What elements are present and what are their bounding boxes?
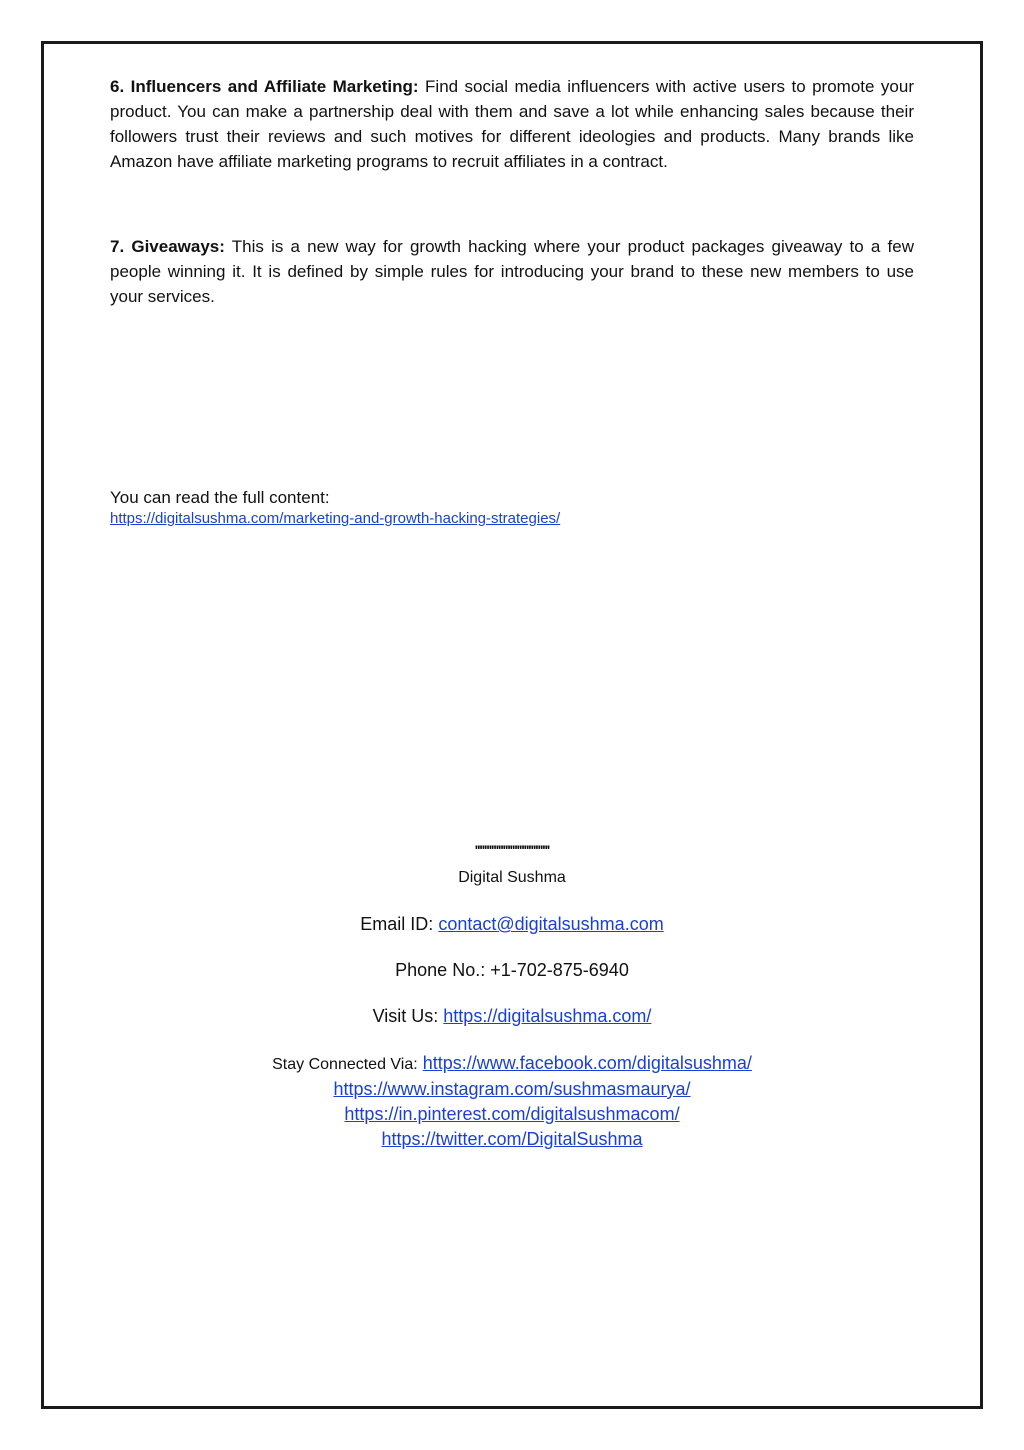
- email-link[interactable]: contact@digitalsushma.com: [438, 914, 664, 934]
- social-links: [0, 1051, 1024, 1152]
- brand-name: Digital Sushma: [458, 869, 566, 886]
- article-link[interactable]: https://digitalsushma.com/marketing-and-growth-hacking-strategies/: [110, 510, 561, 527]
- section-body: This is a new way for growth hacking where your product packages giveaway to a few people winning it. It is defined by simple rules for introducing your brand to these new members to use your services.: [110, 237, 914, 306]
- email-label: Email ID:: [360, 914, 434, 934]
- phone-number: +1-702-875-6940: [490, 960, 629, 980]
- phone-label: Phone No.:: [395, 960, 486, 980]
- pinterest-link[interactable]: https://in.pinterest.com/digitalsushmacom/: [344, 1104, 680, 1124]
- facebook-link[interactable]: https://www.facebook.com/digitalsushma/: [422, 1053, 752, 1073]
- twitter-link[interactable]: https://twitter.com/DigitalSushma: [381, 1129, 643, 1149]
- social-label: Stay Connected Via:: [272, 1056, 418, 1073]
- separator-dots: '''''''''''''''''''''''''''''''': [474, 842, 550, 858]
- phone-row: [0, 960, 1024, 981]
- visit-label: Visit Us:: [372, 1006, 439, 1026]
- visit-row: [0, 1006, 1024, 1027]
- website-link[interactable]: https://digitalsushma.com/: [443, 1006, 652, 1026]
- read-more: [110, 487, 560, 529]
- email-row: [0, 914, 1024, 935]
- section-influencers: [110, 74, 914, 174]
- section-body: Find social media influencers with active users to promote your product. You can make a partnership deal with them and save a lot while enhancing sales because their followers trust their reviews and such motives for different ideologies and products. Many brands like Amazon have affiliate marketing programs to recruit affiliates in a contract.: [110, 77, 914, 171]
- instagram-link[interactable]: https://www.instagram.com/sushmasmaurya/: [333, 1079, 691, 1099]
- section-heading: 7. Giveaways:: [110, 237, 225, 256]
- read-more-label: You can read the full content:: [110, 488, 330, 507]
- section-heading: 6. Influencers and Affiliate Marketing:: [110, 77, 419, 96]
- section-giveaways: [110, 234, 914, 309]
